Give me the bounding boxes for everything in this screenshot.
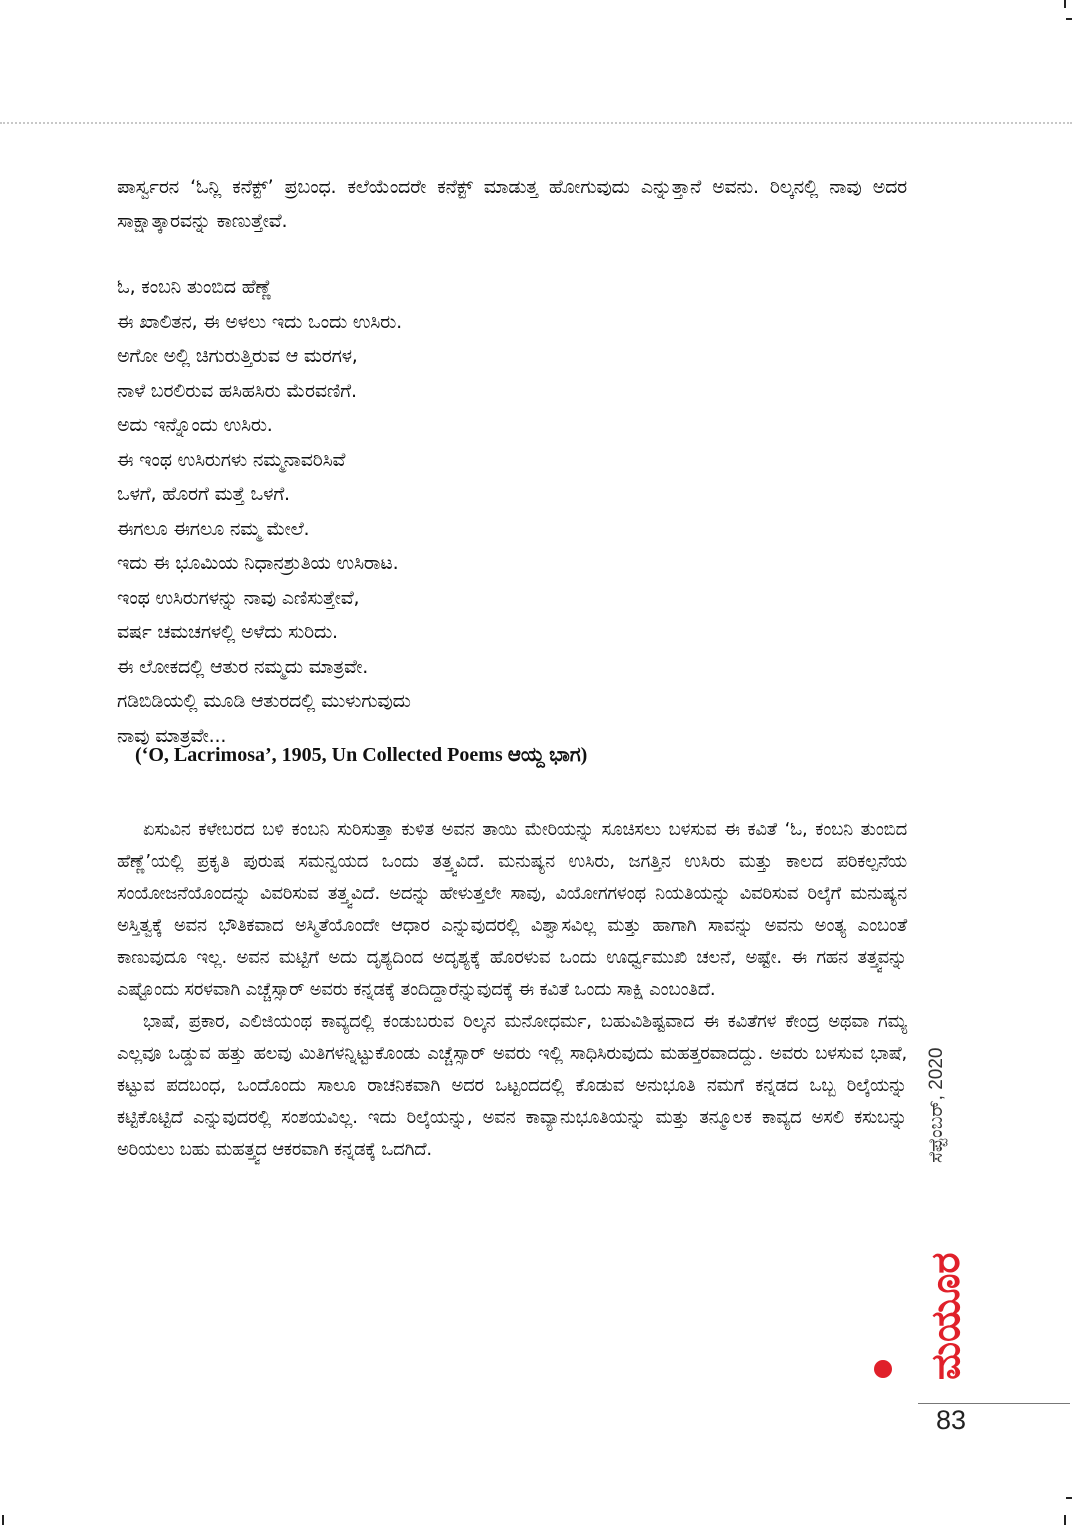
issue-date: ಸೆಪ್ಟೆಂಬರ್, 2020 <box>926 1047 947 1163</box>
prose-paragraph-1: ಏಸುವಿನ ಕಳೇಬರದ ಬಳಿ ಕಂಬನಿ ಸುರಿಸುತ್ತಾ ಕುಳಿತ ಅವನ ತಾಯಿ ಮೇರಿಯನ್ನು ಸೂಚಿಸಲು ಬಳಸುವ ಈ ಕವಿತೆ ‘ಓ, ಕಂಬನಿ ತುಂಬಿದ ಹೆಣ್ಣೆ’ಯಲ್ಲಿ ಪ್ರಕೃತಿ ಪುರುಷ ಸಮನ್ವಯದ ಒಂದು ತತ್ತ್ವವಿದೆ. ಮನುಷ್ಯನ ಉಸಿರು, ಜಗತ್ತಿನ ಉಸಿರು ಮತ್ತು ಕಾಲದ ಪರಿಕಲ್ಪನೆಯ ಸಂಯೋಜನೆಯೊಂದನ್ನು ವಿವರಿಸುವ ತತ್ತ್ವವಿದೆ. ಅದನ್ನು ಹೇಳುತ್ತಲೇ ಸಾವು, ವಿಯೋಗಗಳಂಥ ನಿಯತಿಯನ್ನು ವಿವರಿಸುವ ರಿಲ್ಕೆಗೆ ಮನುಷ್ಯನ ಅಸ್ತಿತ್ವಕ್ಕೆ ಅವನ ಭೌತಿಕವಾದ ಅಸ್ಮಿತೆಯೊಂದೇ ಆಧಾರ ಎನ್ನುವುದರಲ್ಲಿ ವಿಶ್ವಾಸವಿಲ್ಲ ಮತ್ತು ಹಾಗಾಗಿ ಸಾವನ್ನು ಅವನು ಅಂತ್ಯ ಎಂಬಂತೆ ಕಾಣುವುದೂ ಇಲ್ಲ. ಅವನ ಮಟ್ಟಿಗೆ ಅದು ದೃಶ್ಯದಿಂದ ಅದೃಶ್ಯಕ್ಕೆ ಹೊರಳುವ ಒಂದು ಊರ್ಧ್ವಮುಖಿ ಚಲನೆ, ಅಷ್ಟೇ. ಈ ಗಹನ ತತ್ತ್ವವನ್ನು ಎಷ್ಟೊಂದು ಸರಳವಾಗಿ ಎಚ್ಚೆಸ್ಸಾರ್ ಅವರು ಕನ್ನಡಕ್ಕೆ ತಂದಿದ್ದಾರೆನ್ನುವುದಕ್ಕೆ ಈ ಕವಿತೆ ಒಂದು ಸಾಕ್ಷಿ ಎಂಬಂತಿದೆ. <box>117 819 907 1000</box>
poem-excerpt <box>117 270 907 753</box>
crop-mark-right-top <box>1066 18 1072 20</box>
red-dot-icon <box>874 1360 892 1378</box>
poem-line: ಅಗೋ ಅಲ್ಲಿ ಚಿಗುರುತ್ತಿರುವ ಆ ಮರಗಳ, <box>117 345 358 367</box>
intro-paragraph: ಪಾರ್ಸ್ವರನ ‘ಓನ್ಲಿ ಕನೆಕ್ಟ್’ ಪ್ರಬಂಧ. ಕಲೆಯೆಂದರೇ ಕನೆಕ್ಟ್ ಮಾಡುತ್ತ ಹೋಗುವುದು ಎನ್ನುತ್ತಾನೆ ಅವನು. ರಿಲ್ಕನಲ್ಲಿ ನಾವು ಅದರ ಸಾಕ್ಷಾತ್ಕಾರವನ್ನು ಕಾಣುತ್ತೇವೆ. <box>117 176 907 232</box>
crop-mark-right-bottom <box>1066 1497 1072 1499</box>
poem-line: ಓ, ಕಂಬನಿ ತುಂಬಿದ ಹೆಣ್ಣೆ <box>117 276 272 298</box>
page-number: 83 <box>936 1405 967 1435</box>
article-prose <box>117 814 907 1166</box>
poem-line: ವರ್ಷ ಚಮಚಗಳಲ್ಲಿ ಅಳೆದು ಸುರಿದು. <box>117 621 338 643</box>
crop-mark-top-right <box>1064 0 1066 8</box>
poem-line: ನಾಳೆ ಬರಲಿರುವ ಹಸಿಹಸಿರು ಮೆರವಣಿಗೆ. <box>117 379 357 402</box>
poem-line: ನಾವು ಮಾತ್ರವೇ... <box>117 724 227 747</box>
poem-line: ಗಡಿಬಿಡಿಯಲ್ಲಿ ಮೂಡಿ ಆತುರದಲ್ಲಿ ಮುಳುಗುವುದು <box>117 690 411 712</box>
intro-block <box>117 170 907 238</box>
poem-line: ಈ ಇಂಥ ಉಸಿರುಗಳು ನಮ್ಮನಾವರಿಸಿವೆ <box>117 448 346 471</box>
header-dotted-rule <box>0 122 1072 124</box>
poem-line: ಇದು ಈ ಭೂಮಿಯ ನಿಧಾನಶ್ರುತಿಯ ಉಸಿರಾಟ. <box>117 552 399 574</box>
poem-citation: (‘O, Lacrimosa’, 1905, Un Collected Poems ಆಯ್ದ ಭಾಗ) <box>135 744 588 766</box>
poem-line: ಈ ಖಾಲಿತನ, ಈ ಅಳಲು ಇದು ಒಂದು ಉಸಿರು. <box>117 310 402 333</box>
poem-line: ಅದು ಇನ್ನೊಂದು ಉಸಿರು. <box>117 414 273 436</box>
crop-mark-bottom-left <box>2 1515 4 1525</box>
poem-line: ಈಗಲೂ ಈಗಲೂ ನಮ್ಮ ಮೇಲೆ. <box>117 517 310 540</box>
prose-paragraph-2: ಭಾಷೆ, ಪ್ರಕಾರ, ಎಲಿಜಿಯಂಥ ಕಾವ್ಯದಲ್ಲಿ ಕಂಡುಬರುವ ರಿಲ್ಕನ ಮನೋಧರ್ಮ, ಬಹುವಿಶಿಷ್ಟವಾದ ಈ ಕವಿತೆಗಳ ಕೇಂದ್ರ ಅಥವಾ ಗಮ್ಯ ಎಲ್ಲವೂ ಒಡ್ಡುವ ಹತ್ತು ಹಲವು ಮಿತಿಗಳನ್ನಿಟ್ಟುಕೊಂಡು ಎಚ್ಚೆಸ್ಸಾರ್ ಅವರು ಇಲ್ಲಿ ಸಾಧಿಸಿರುವುದು ಮಹತ್ತರವಾದದ್ದು. ಅವರು ಬಳಸುವ ಭಾಷೆ, ಕಟ್ಟುವ ಪದಬಂಧ, ಒಂದೊಂದು ಸಾಲೂ ರಾಚನಿಕವಾಗಿ ಅದರ ಒಟ್ಟಂದದಲ್ಲಿ ಕೊಡುವ ಅನುಭೂತಿ ನಮಗೆ ಕನ್ನಡದ ಒಬ್ಬ ರಿಲ್ಕೆಯನ್ನು ಕಟ್ಟಿಕೊಟ್ಟಿದೆ ಎನ್ನುವುದರಲ್ಲಿ ಸಂಶಯವಿಲ್ಲ. ಇದು ರಿಲ್ಕೆಯನ್ನು, ಅವನ ಕಾವ್ಯಾನುಭೂತಿಯನ್ನು ಮತ್ತು ತನ್ಮೂಲಕ ಕಾವ್ಯದ ಅಸಲಿ ಕಸುಬನ್ನು ಅರಿಯಲು ಬಹು ಮಹತ್ತ್ವದ ಆಕರವಾಗಿ ಕನ್ನಡಕ್ಕೆ ಒದಗಿದೆ. <box>117 1011 907 1160</box>
crop-mark-bottom-right <box>1064 1515 1066 1525</box>
poem-line: ಇಂಥ ಉಸಿರುಗಳನ್ನು ನಾವು ಎಣಿಸುತ್ತೇವೆ, <box>117 586 360 609</box>
magazine-logo: ಮಯೂರ <box>923 1252 969 1380</box>
poem-line: ಈ ಲೋಕದಲ್ಲಿ ಆತುರ ನಮ್ಮದು ಮಾತ್ರವೇ. <box>117 655 369 678</box>
poem-line: ಒಳಗೆ, ಹೊರಗೆ ಮತ್ತೆ ಒಳಗೆ. <box>117 483 290 505</box>
